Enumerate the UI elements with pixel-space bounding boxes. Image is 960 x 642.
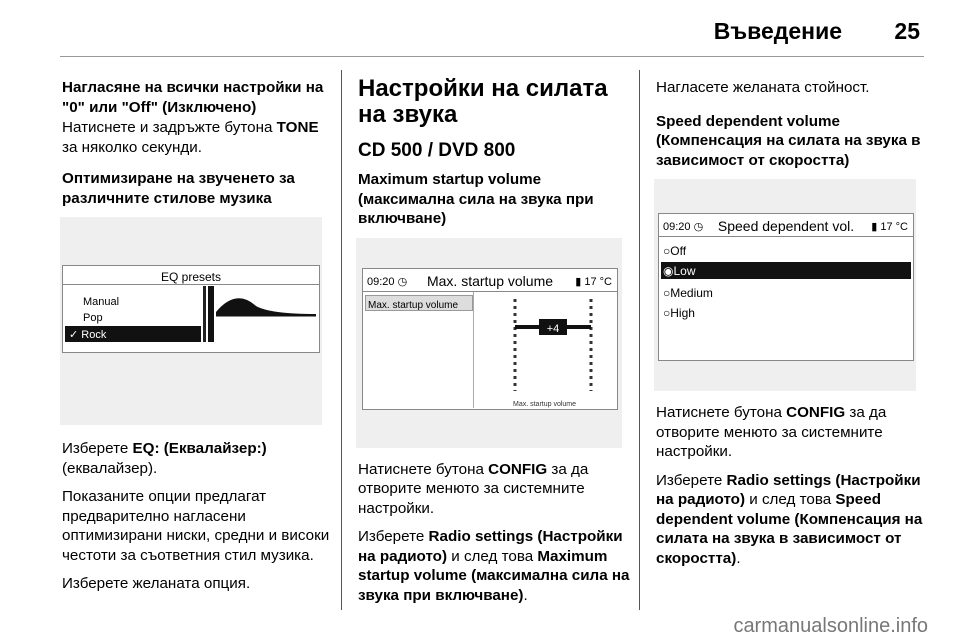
watermark: carmanualsonline.info	[733, 615, 928, 637]
config-label: CONFIG	[488, 460, 548, 478]
phone-icon: ▮	[871, 221, 878, 233]
text: Натиснете бутона	[656, 404, 787, 421]
eq-item-manual[interactable]: Manual	[83, 296, 120, 308]
options-paragraph: Показаните опции предлагат предварително нагласени оптимизирани ниски, средни и високи честоти за съответния стил музика.	[62, 488, 330, 564]
clock-time: 09:20	[367, 275, 395, 288]
page-number: 25	[894, 18, 920, 44]
eq-title: EQ presets	[160, 270, 222, 284]
config-label: CONFIG	[786, 404, 846, 421]
volume-slider-graphic[interactable]	[503, 299, 603, 399]
text: Натиснете и задръжте бутона	[62, 119, 277, 136]
section-title: Настройки на силата на звука	[358, 75, 608, 128]
phone-icon: ▮	[575, 275, 582, 288]
option-high[interactable]	[663, 304, 695, 324]
volume-value: +4	[546, 322, 560, 335]
clock-icon: ◷	[693, 221, 704, 233]
text: Изберете	[62, 440, 133, 457]
speed-volume-heading: Speed dependent volume (Компенсация на силата на звука в зависимост от скоростта)	[656, 112, 921, 169]
text: и след това	[447, 547, 538, 565]
radio-empty-icon: ○	[663, 244, 671, 258]
eq-curve-graphic	[208, 286, 318, 346]
select-radio-paragraph-2	[656, 471, 926, 569]
radio-empty-icon: ○	[663, 286, 671, 300]
vol-title: Max. startup volume	[426, 272, 554, 289]
text: Изберете	[656, 471, 727, 489]
clock-icon: ◷	[397, 275, 408, 288]
reset-heading: Нагласяне на всички настройки на "0" или "Off" (Изключено)	[62, 79, 324, 116]
text: за да отворите менюто за системните настройки.	[358, 460, 589, 517]
option-off-label: Off	[670, 244, 687, 258]
text: Натиснете бутона	[358, 460, 489, 478]
speed-volume-label: Speed dependent volume (Компенсация на силата на звука в зависимост от скоростта)	[656, 491, 923, 567]
max-startup-heading: Maximum startup volume (максимална сила на звука при включване)	[358, 171, 594, 227]
column-1	[62, 78, 330, 603]
speed-title: Speed dependent vol.	[717, 218, 855, 234]
vol-status-bar	[363, 269, 617, 292]
text: за няколко секунди.	[62, 138, 202, 156]
select-radio-paragraph	[358, 527, 630, 605]
clock-time: 09:20	[663, 221, 691, 233]
eq-item-rock[interactable]	[65, 326, 201, 342]
vol-list-item[interactable]: Max. startup volume	[365, 295, 473, 311]
temperature	[575, 273, 612, 293]
select-eq-paragraph	[62, 439, 330, 478]
press-config-paragraph-2	[656, 403, 926, 462]
option-medium-label: Medium	[670, 286, 713, 300]
column-3	[656, 78, 926, 577]
text: и след това	[745, 491, 836, 508]
column-2	[358, 76, 630, 614]
temperature-value: 17 °C	[584, 275, 612, 288]
press-config-paragraph	[358, 460, 630, 519]
radio-settings-label: Radio settings (Настройки на радиото)	[358, 528, 623, 565]
eq-screen	[62, 265, 320, 353]
text: Изберете	[358, 528, 429, 545]
vol-list-divider	[473, 292, 474, 408]
eq-scrollbar[interactable]	[203, 286, 206, 342]
check-icon: ✓	[69, 329, 79, 341]
page-header-title: Въведение	[713, 18, 842, 44]
eq-item-rock-label: Rock	[81, 329, 107, 341]
speed-status-bar	[659, 214, 913, 237]
radio-selected-icon: ◉	[663, 264, 674, 278]
speed-screen	[658, 213, 914, 361]
column-divider-2	[639, 70, 640, 610]
option-low-label: Low	[673, 264, 696, 278]
option-low[interactable]	[661, 262, 911, 279]
eq-label: EQ: (Еквалайзер:)	[132, 440, 267, 457]
temperature-value: 17 °C	[880, 221, 908, 233]
header-rule	[60, 56, 924, 57]
text: .	[736, 549, 741, 567]
vol-screen	[362, 268, 618, 410]
eq-item-pop[interactable]: Pop	[83, 312, 103, 324]
option-high-label: High	[670, 306, 695, 320]
adjust-value-paragraph: Нагласете желаната стойност.	[656, 79, 870, 96]
eq-presets-screenshot	[60, 217, 322, 425]
vol-caption: Max. startup volume	[513, 400, 577, 408]
temperature	[871, 218, 908, 238]
speed-volume-screenshot	[654, 179, 916, 391]
tone-label: TONE	[276, 119, 319, 136]
choose-option-paragraph: Изберете желаната опция.	[62, 575, 251, 592]
option-off[interactable]	[663, 242, 686, 262]
section-subtitle: CD 500 / DVD 800	[358, 140, 516, 161]
text: (еквалайзер).	[62, 459, 158, 477]
eq-title-rule	[63, 284, 319, 285]
column-divider-1	[341, 70, 342, 610]
radio-settings-label: Radio settings (Настройки на радиото)	[656, 471, 921, 508]
max-volume-screenshot	[356, 238, 622, 448]
reset-paragraph	[62, 118, 330, 157]
text: .	[523, 586, 528, 604]
max-startup-label: Maximum startup volume (максимална сила на звука при включване)	[358, 547, 630, 604]
optimize-heading: Оптимизиране на звученето за различните стилове музика	[62, 170, 295, 207]
option-medium[interactable]	[663, 284, 713, 304]
radio-empty-icon: ○	[663, 306, 671, 320]
text: за да отворите менюто за системните настройки.	[656, 404, 887, 460]
